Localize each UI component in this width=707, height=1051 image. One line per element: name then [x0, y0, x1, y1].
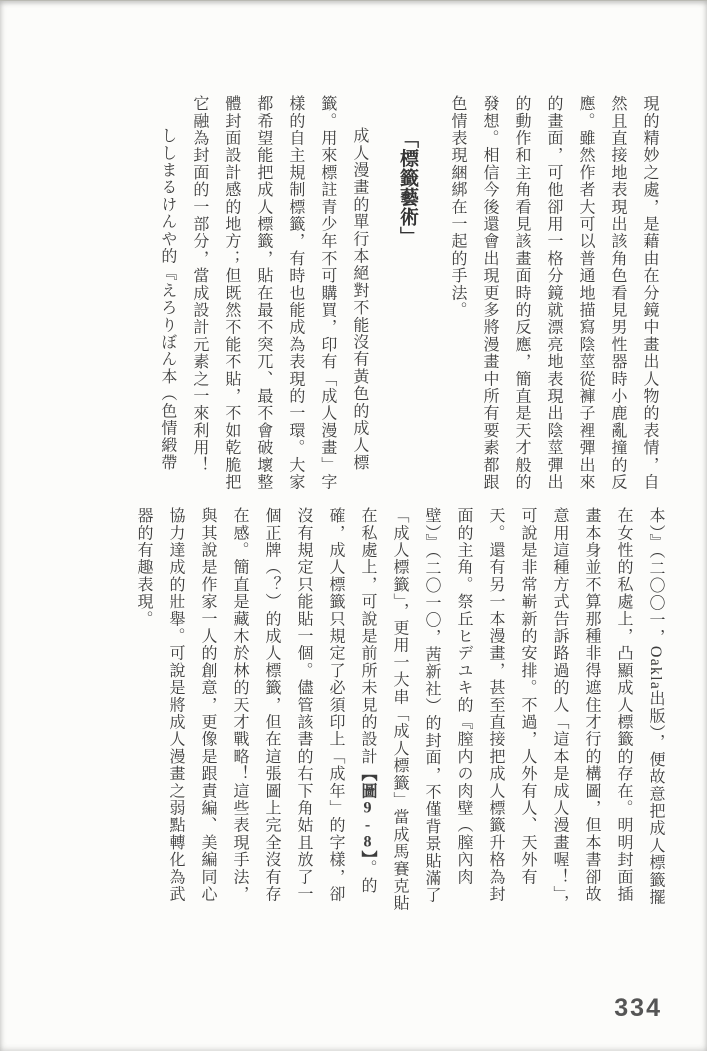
page-number: 334	[614, 994, 662, 1022]
text-segment-1: 本）』（二〇〇一，	[647, 507, 664, 646]
paragraph-example-continued	[127, 507, 671, 917]
paragraph-example-start: ししまるけんや的『えろりぼん本（色情緞帶	[158, 127, 176, 471]
figure-ref-number: 9-8	[359, 799, 376, 851]
section-title: 「標籤藝術」	[397, 129, 418, 246]
figure-ref-open-bracket: 【圖	[359, 765, 376, 800]
text-segment-2: 出版），便故意把成人標籤擺在女性的私處上，凸顯成人標籤的存在。明明封面插畫本身並不算那種非得遮住才行的構圖，但本書卻故意用這種方式告訴路過的人「這本是成人漫畫喔！」，可說是非常嶄新的安排。不過，人外有人、天外有天。還有另一本漫畫，甚至直接把成人標籤升格為封面的主角。祭丘ヒデユキ的『膣内の肉壁（膣內肉壁）』（二〇一〇，茜新社）的封面，不僅背景貼滿了「成人標籤」，更用一大串「成人標籤」當成馬賽克貼在私處上，可說是前所未見的設計	[359, 507, 664, 912]
figure-ref-close-bracket: 】	[359, 850, 376, 860]
paragraph-continuation: 現的精妙之處，是藉由在分鏡中畫出人物的表情，自然且直接地表現出該角色看見男性器時小鹿亂撞的反應。雖然作者大可以普通地描寫陰莖從褲子裡彈出來的畫面，可他卻用一格分鏡就漂亮地表現出陰莖彈出的動作和主角看見該畫面時的反應，簡直是天才般的發想。相信今後還會出現更多將漫畫中所有要素都跟色情表現綑綁在一起的手法。	[449, 95, 658, 491]
top-text-band	[151, 95, 665, 491]
figure-reference	[359, 765, 376, 860]
publisher-name-latin: Oakla	[647, 645, 664, 691]
bottom-text-band	[127, 507, 671, 917]
paragraph-label-intro: 成人漫畫的單行本絕對不能沒有黃色的成人標籤。用來標註青少年不可購買，印有「成人漫畫」字樣的自主規制標籤，有時也能成為表現的一環。大家都希望能把成人標籤，貼在最不突兀、最不會破壞整體封面設計感的地方；但既然不能不貼，不如乾脆把它融為封面的一部分，當成設計元素之一來利用！	[190, 95, 368, 491]
text-segment-3: 。的確，成人標籤只規定了必須印上「成年」的字樣，卻沒有規定只能貼一個。儘管該書的右下角姑且放了一個正牌（？）的成人標籤，但在這張圖上完全沒有存在感。簡直是藏木於林的天才戰略！這些表現手法，與其說是作家一人的創意，更像是跟責編、美編同心協力達成的壯舉。可說是將成人漫畫之弱點轉化為武器的有趣表現。	[135, 507, 376, 903]
